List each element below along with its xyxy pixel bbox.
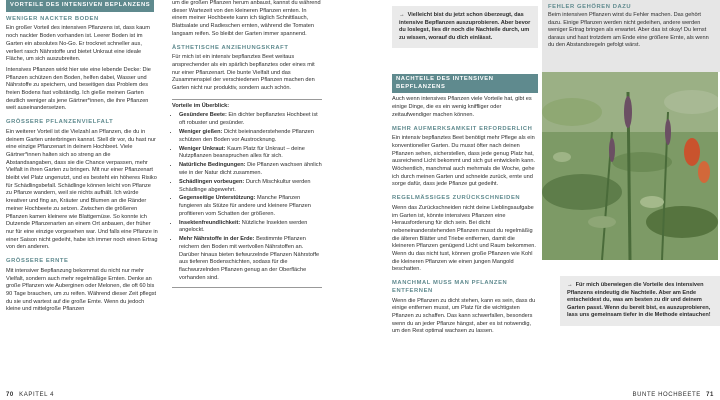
- paragraph: Ein intensiv bepflanztes Beet benötigt mehr Pflege als ein konventioneller Garten. Du musst öfter nach deinen Pflanzen sehen, sicherstellen, dass jede genug Platz hat, ausreichend Licht bekommt und sich gut entwickeln kann. Wöchentlich, manchmal auch mehrmals die Woche, gehe ich durch meinen Garten und schneide zurück, ernte und sorge dafür, dass jede Pflanze gut gedeiht.: [392, 135, 536, 188]
- list-item-text: Manche Pflanzen fungieren als Stütze für andere und kleinere Pflanzen profitieren vom Schatten der größeren.: [179, 195, 311, 217]
- list-item: [179, 129, 322, 144]
- arrow-right-icon: →: [567, 282, 573, 288]
- list-item: [179, 112, 322, 127]
- heading-mehr-aufmerksamkeit: MEHR AUFMERKSAMKEIT ERFORDERLICH: [392, 125, 533, 132]
- paragraph: Mit intensiver Bepflanzung bekommst du nicht nur mehr Vielfalt, sondern auch mehr regelmäßige Ernten. Denke an große Pflanzen wie Auberginen oder Melonen, die oft 60 bis 90 Tage brauchen, um zu reifen. Während dieser Zeit pflegst du sie und wartest auf die große Ernte. Wenn du jedoch kleine und mittelgroße Pflanzen: [6, 267, 157, 313]
- list-item-term: Schädlingen vorbeugen:: [179, 178, 245, 185]
- paragraph: Ein weiterer Vorteil ist die Vielzahl an Pflanzen, die du in deinem Garten unterbringen kannst. Stell dir vor, du hast nur eine einzige Pflanzenart in deinem Hochbeet. Viele Gärtner*innen halten sich so streng an die Abstandsangaben, dass sie die Chance verpassen, mehr Vielfalt in ihren Garten zu bringen. Mit nur einer Pflanzenart bleibt viel Platz ungenutzt, und es besteht ein höheres Risiko für Schädlingsbefall. Schädlinge können leicht von Pflanze zu Pflanze wandern, weil sie nichts aufhält. Ich würde kreativer und fing an, Kräuter und Blumen an die Ränder meiner Hochbeete zu setzen. Zwischen die größeren Pflanzen kamen kleinere wie Blattgemüse. So konnte ich Dutzende Pflanzenarten an einem Ort anbauen, der früher nur für eine einzige vorgesehen war. Und falls eine Pflanze in einer Saison nicht gedeiht, habe ich immer noch einen Ertrag von den anderen.: [6, 128, 158, 251]
- column-1: [6, 0, 158, 317]
- list-item-term: Weniger gießen:: [179, 129, 223, 136]
- list-item-text: Bestimmte Pflanzen reichern den Boden mit wertvollen Nährstoffen an. Darüber hinaus bieten tiefwurzelnde Pflanzen Nährstoffe aus tieferen Bodenschichten, sodass für die flachwurzelnden Pflanzen genug an der Oberfläche vorhanden sind.: [179, 236, 320, 281]
- column-3: [392, 74, 538, 339]
- list-item: [179, 146, 322, 161]
- paragraph: Ein großer Vorteil des intensiven Pflanzens ist, dass kaum noch nackter Boden vorhanden ist. Leerer Boden ist im Garten ein absolutes No-Go. Er trocknet schneller aus, verliert rasch Nährstoffe und bietet Unkraut eine ideale Fläche, um sich auszubreiten.: [6, 25, 150, 63]
- list-item-term: Weniger Unkraut:: [179, 145, 226, 152]
- page-number-right: 71: [706, 392, 714, 398]
- tip-text: Vielleicht bist du jetzt schon überzeugt, das intensive Bepflanzen auszuprobieren. Aber bevor du loslegst, lies dir noch die Nachteile durch, um zu wissen, worauf du dich einlässt.: [399, 12, 531, 41]
- plant-illustration: [542, 72, 718, 260]
- list-item-term: Gegenseitige Unterstützung:: [179, 195, 256, 202]
- plant-photo: [542, 72, 718, 260]
- footer-right: [633, 392, 715, 398]
- list-item-term: Insektenfreundlichkeit:: [179, 219, 241, 226]
- list-item: [179, 162, 322, 177]
- list-item: [179, 179, 322, 194]
- tip-box-top: [392, 6, 538, 48]
- heading-weniger-nackter-boden: WENIGER NACKTER BODEN: [6, 15, 99, 22]
- list-item-text: Ein dichter bepflanztes Hochbeet ist oft robuster und gesünder.: [179, 112, 318, 127]
- footer-left: [6, 392, 54, 398]
- paragraph: Wenn die Pflanzen zu dicht stehen, kann es sein, dass du einige entfernen musst, um Platz für die wichtigsten Pflanzen zu schaffen. Das kann schwerfallen, besonders wenn du an jeder Pflanze hängst, aber es ist notwendig, um den Rest optimal wachsen zu lassen.: [392, 297, 536, 335]
- list-item-text: Die Pflanzen wachsen ähnlich wie in der Natur dicht zusammen.: [179, 162, 322, 176]
- paragraph: Für mich ist ein intensiv bepflanztes Beet weitaus ansprechender als ein spärlich bepflanztes oder eines mit nur einer Pflanzenart. Die bunte Vielfalt und das Zusammenspiel der verschiedenen Pflanzen machen den Garten nicht nur produktiv, sondern auch schön.: [172, 54, 315, 92]
- mistakes-text: Beim intensiven Pflanzen wirst du Fehler machen. Das gehört dazu. Einige Pflanzen werden nicht gedeihen, andere werden weniger Ertrag bringen als erwartet. Aber das ist okay! Du lernst daraus und hast trotzdem am Ende eine größere Ernte, als wenn du den Abstandsregeln gefolgt wärst.: [548, 12, 709, 49]
- list-item: [179, 195, 322, 218]
- list-item-text: Nützliche Insekten werden angelockt.: [179, 219, 308, 234]
- list-item-text: Durch Mischkultur werden Schädlinge abgewehrt.: [179, 178, 311, 193]
- arrow-right-icon: →: [399, 12, 405, 18]
- list-item-text: Dicht beieinanderstehende Pflanzen schützen den Boden vor Austrocknung.: [179, 129, 314, 143]
- heading-pflanzen-entfernen: MANCHMAL MUSS MAN PFLANZEN ENTFERNEN: [392, 280, 508, 294]
- column-2: [172, 0, 322, 288]
- mistakes-box: [542, 0, 720, 72]
- heading-pflanzenvielfalt: GRÖSSERE PFLANZENVIELFALT: [6, 119, 114, 126]
- section-banner-vorteile: VORTEILE DES INTENSIVEN BEPLANZENS: [6, 0, 154, 12]
- list-item-term: Gesündere Beete:: [179, 112, 227, 119]
- list-item-text: Kaum Platz für Unkraut – deine Nutzpflanzen beanspruchen alles für sich.: [179, 145, 305, 160]
- chapter-label: KAPITEL 4: [19, 392, 55, 398]
- benefits-list-title: Vorteile im Überblick:: [172, 102, 230, 109]
- heading-fehler: FEHLER GEHÖREN DAZU: [548, 4, 632, 10]
- benefits-list: [172, 112, 322, 282]
- heading-groessere-ernte: GRÖSSERE ERNTE: [6, 258, 69, 265]
- tip-text: Für mich überwiegen die Vorteile des intensiven Pflanzens eindeutig die Nachteile. Aber am Ende entscheidest du, was am besten zu dir und deinem Garten passt. Wenn du bereit bist, es auszuprobieren, lass uns gemeinsam tiefer in die Methode eintauchen!: [567, 282, 711, 319]
- book-title-label: BUNTE HOCHBEETE: [632, 392, 701, 398]
- list-item-term: Mehr Nährstoffe in der Erde:: [179, 236, 255, 243]
- list-item: [179, 220, 322, 235]
- paragraph: um die großen Pflanzen herum anbaust, kannst du während dieser Wartezeit von den kleineren Pflanzen ernten. In einem meiner Hochbeete kann ich täglich Schnittlauch, Blattsalate und Radieschen ernten, während die Tomaten langsam reifen. So bleibt der Garten immer spannend.: [172, 0, 321, 37]
- paragraph: Intensives Pflanzen wirkt hier wie eine lebende Decke: Die Pflanzen schützen den Boden, helfen dabei, Wasser und Nährstoffe zu speichern, und beseitigen das Problem des freien Bodens fast vollständig. Ich gieße meinen Garten deutlich weniger als jene Gärtner*innen, die ihre Pflanzen weit auseinandersetzen.: [6, 66, 151, 112]
- list-item-term: Natürliche Bedingungen:: [179, 162, 246, 169]
- tip-box-bottom: [560, 276, 720, 326]
- paragraph: Auch wenn intensives Pflanzen viele Vorteile hat, gibt es einige Dinge, die es ein wenig kniffliger oder zeitaufwendiger machen können.: [392, 96, 532, 118]
- benefits-list-box: [172, 99, 322, 288]
- list-item: [179, 236, 322, 282]
- heading-zurueckschneiden: REGELMÄSSIGES ZURÜCKSCHNEIDEN: [392, 195, 521, 202]
- heading-aesthetik: ÄSTHETISCHE ANZIEHUNGSKRAFT: [172, 44, 289, 51]
- page-number-left: 70: [6, 392, 14, 398]
- section-banner-nachteile: NACHTEILE DES INTENSIVEN BEPFLANZENS: [392, 74, 538, 93]
- paragraph: Wenn das Zurückschneiden nicht deine Lieblingsaufgabe im Garten ist, könnte intensives Pflanzen eine Herausforderung für dich sein. Bei dicht nebeneinanderstehenden Pflanzen musst du regelmäßig die älteren Blätter und Triebe entfernen, damit die kleineren Pflanzen genügend Licht und Raum bekommen. Wenn du das nicht tust, können große Pflanzen wie Kohl die kleineren Pflanzen wie einen jungen Mangold beschatten.: [392, 204, 536, 273]
